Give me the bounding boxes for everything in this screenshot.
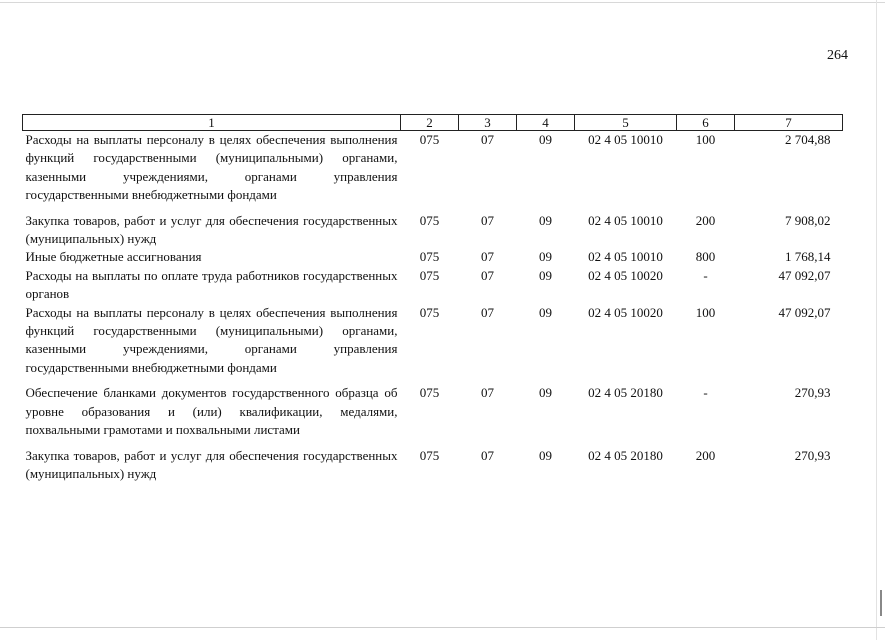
- cell-amount: 7 908,02: [785, 212, 831, 228]
- cell-amount: 270,93: [794, 385, 831, 401]
- cell-section: 07: [481, 447, 494, 463]
- cell-code: 075: [419, 447, 440, 463]
- cell-section: 07: [481, 304, 494, 320]
- row-description: Обеспечение бланками документов государственного образца об уровне образования и (или) квалификации, медалями, похвальными грамотами и похвальными листами: [25, 385, 398, 438]
- cell-target-article: 02 4 05 20180: [588, 447, 663, 463]
- col-header-4: 4: [517, 115, 575, 131]
- row-description: Закупка товаров, работ и услуг для обеспечения государственных (муниципальных) нужд: [25, 212, 398, 247]
- cell-expense-type: -: [703, 385, 708, 401]
- table-row: [23, 212, 843, 249]
- cell-code: 075: [419, 212, 440, 228]
- cell-section: 07: [481, 267, 494, 283]
- table-row: [23, 248, 843, 266]
- cell-code: 075: [419, 267, 440, 283]
- cell-target-article: 02 4 05 10020: [588, 304, 663, 320]
- table-row: [23, 131, 843, 212]
- row-description: Расходы на выплаты по оплате труда работников государственных органов: [25, 267, 398, 302]
- cell-expense-type: 200: [695, 212, 716, 228]
- row-description: Расходы на выплаты персоналу в целях обеспечения выполнения функций государственными (муниципальными) органами, казенными учреждениями, органами управления государственными внебюджетными фондами: [25, 304, 398, 375]
- table-row: [23, 304, 843, 385]
- cell-subsection: 09: [539, 447, 552, 463]
- cell-code: 075: [419, 304, 440, 320]
- scan-mark: [880, 590, 882, 616]
- cell-section: 07: [481, 212, 494, 228]
- cell-code: 075: [419, 385, 440, 401]
- cell-expense-type: -: [703, 267, 708, 283]
- cell-expense-type: 800: [695, 249, 716, 265]
- cell-target-article: 02 4 05 10010: [588, 212, 663, 228]
- col-header-2: 2: [401, 115, 459, 131]
- cell-amount: 1 768,14: [785, 249, 831, 265]
- cell-expense-type: 100: [695, 304, 716, 320]
- cell-target-article: 02 4 05 10010: [588, 249, 663, 265]
- cell-expense-type: 200: [695, 447, 716, 463]
- cell-target-article: 02 4 05 10010: [588, 132, 663, 147]
- cell-amount: 47 092,07: [778, 267, 831, 283]
- row-description: Иные бюджетные ассигнования: [25, 249, 202, 265]
- cell-amount: 47 092,07: [778, 304, 831, 320]
- row-description: Закупка товаров, работ и услуг для обеспечения государственных (муниципальных) нужд: [25, 447, 398, 481]
- table-row: [23, 384, 843, 446]
- cell-subsection: 09: [539, 249, 552, 265]
- cell-subsection: 09: [539, 304, 552, 320]
- table-row: [23, 447, 843, 484]
- table-row: [23, 267, 843, 304]
- cell-code: 075: [419, 132, 440, 147]
- row-description: Расходы на выплаты персоналу в целях обеспечения выполнения функций государственными (муниципальными) органами, казенными учреждениями, органами управления государственными внебюджетными фондами: [25, 132, 398, 203]
- cell-section: 07: [481, 132, 494, 147]
- cell-expense-type: 100: [695, 132, 716, 147]
- cell-subsection: 09: [539, 385, 552, 401]
- scan-edge-right: [876, 0, 877, 640]
- cell-subsection: 09: [539, 267, 552, 283]
- cell-target-article: 02 4 05 10020: [588, 267, 663, 283]
- cell-amount: 2 704,88: [785, 132, 831, 147]
- cell-subsection: 09: [539, 132, 552, 147]
- header-row: [23, 115, 843, 131]
- col-header-6: 6: [677, 115, 735, 131]
- scan-edge-bottom: [0, 627, 885, 628]
- col-header-7: 7: [735, 115, 843, 131]
- cell-target-article: 02 4 05 20180: [588, 385, 663, 401]
- budget-table: [22, 114, 843, 483]
- col-header-5: 5: [575, 115, 677, 131]
- col-header-1: 1: [23, 115, 401, 131]
- cell-section: 07: [481, 385, 494, 401]
- scan-edge-top: [0, 2, 885, 3]
- col-header-3: 3: [459, 115, 517, 131]
- cell-code: 075: [419, 249, 440, 265]
- page-number: 264: [827, 48, 848, 63]
- cell-subsection: 09: [539, 212, 552, 228]
- cell-amount: 270,93: [794, 447, 831, 463]
- cell-section: 07: [481, 249, 494, 265]
